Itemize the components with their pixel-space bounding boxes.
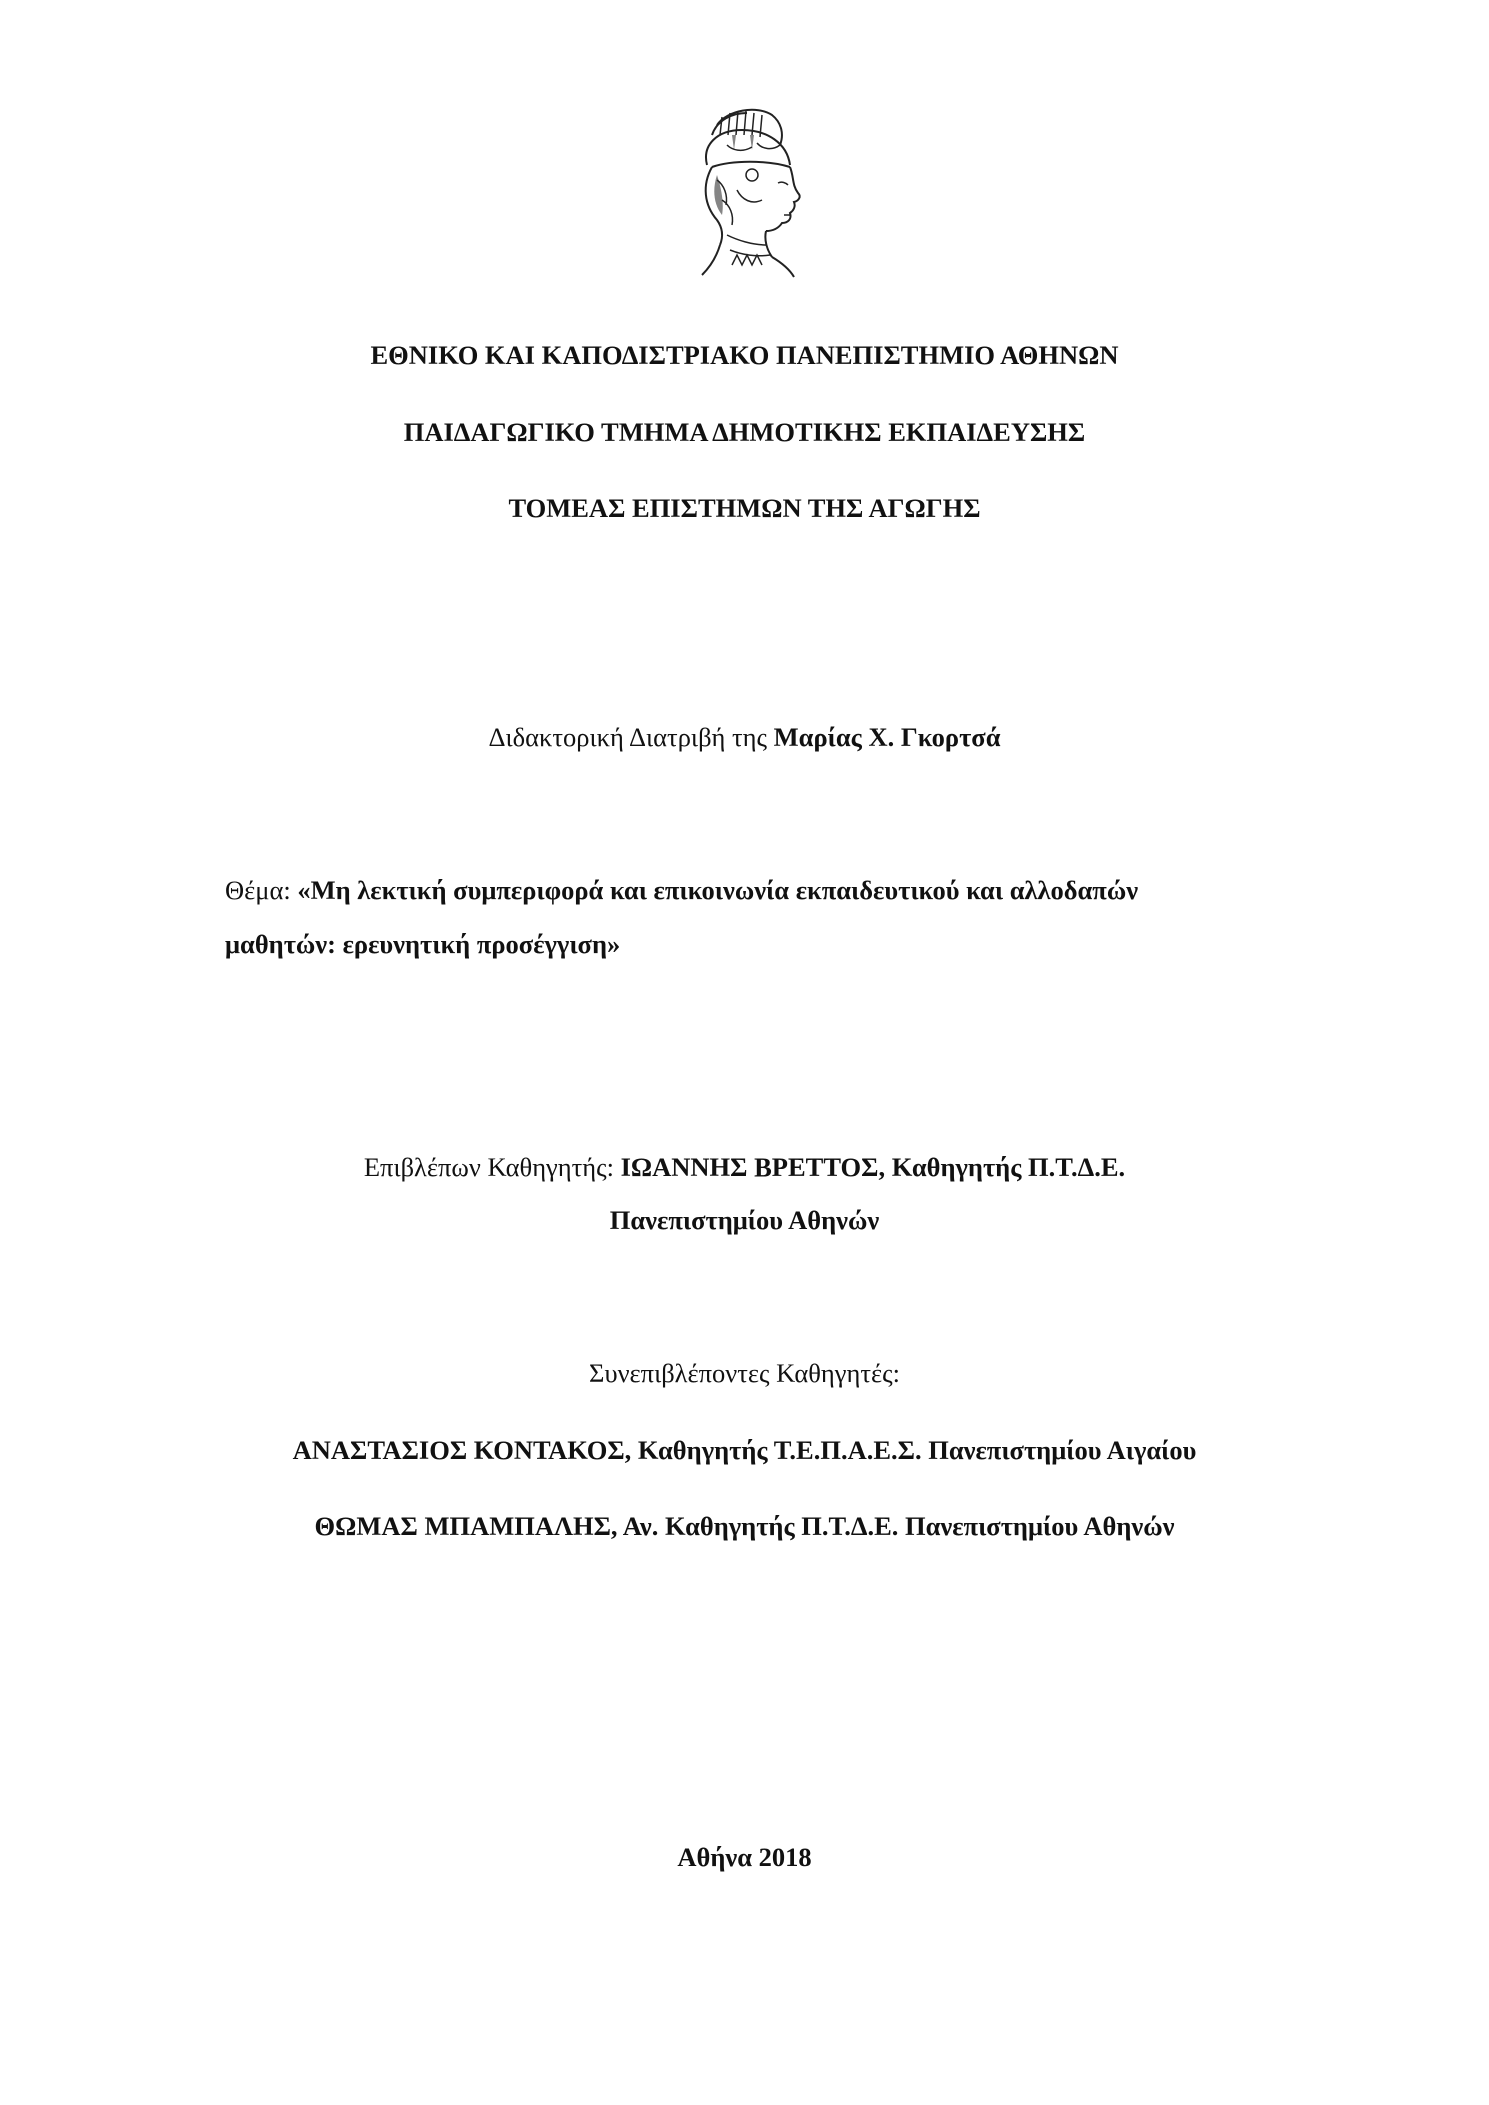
supervisor-label: Επιβλέπων Καθηγητής: xyxy=(363,1152,621,1182)
supervisor-affiliation: Πανεπιστημίου Αθηνών xyxy=(609,1205,880,1235)
thesis-author: Μαρίας Χ. Γκορτσά xyxy=(773,722,1001,752)
thesis-line xyxy=(0,720,1489,754)
co-supervisors-label: Συνεπιβλέποντες Καθηγητές: xyxy=(589,1358,900,1388)
department-name: ΠΑΙΔΑΓΩΓΙΚΟ ΤΜΗΜΑ ΔΗΜΟΤΙΚΗΣ ΕΚΠΑΙΔΕΥΣΗΣ xyxy=(403,417,1086,447)
sector-name: ΤΟΜΕΑΣ ΕΠΙΣΤΗΜΩΝ ΤΗΣ ΑΓΩΓΗΣ xyxy=(508,493,981,523)
topic-line-1 xyxy=(225,873,1138,907)
co-supervisor-2: ΘΩΜΑΣ ΜΠΑΜΠΑΛΗΣ, Αν. Καθηγητής Π.Τ.Δ.Ε. Πανεπιστημίου Αθηνών xyxy=(314,1511,1175,1541)
supervisor-line xyxy=(0,1150,1489,1184)
topic-title-part-2: μαθητών: ερευνητική προσέγγιση» xyxy=(225,929,621,959)
topic-title-part-1: «Μη λεκτική συμπεριφορά και επικοινωνία εκπαιδευτικού και αλλοδαπών xyxy=(297,875,1139,905)
supervisor-name: ΙΩΑΝΝΗΣ ΒΡΕΤΤΟΣ, Καθηγητής Π.Τ.Δ.Ε. xyxy=(620,1152,1126,1182)
thesis-label: Διδακτορική Διατριβή της xyxy=(488,722,774,752)
athena-head-emblem-icon xyxy=(672,105,822,280)
place-year: Αθήνα 2018 xyxy=(677,1842,812,1872)
topic-label: Θέμα: xyxy=(225,875,298,905)
co-supervisor-1: ΑΝΑΣΤΑΣΙΟΣ ΚΟΝΤΑΚΟΣ, Καθηγητής Τ.Ε.Π.Α.Ε.Σ. Πανεπιστημίου Αιγαίου xyxy=(292,1435,1197,1465)
university-name: ΕΘΝΙΚΟ ΚΑΙ ΚΑΠΟΔΙΣΤΡΙΑΚΟ ΠΑΝΕΠΙΣΤΗΜΙΟ ΑΘΗΝΩΝ xyxy=(370,340,1119,370)
